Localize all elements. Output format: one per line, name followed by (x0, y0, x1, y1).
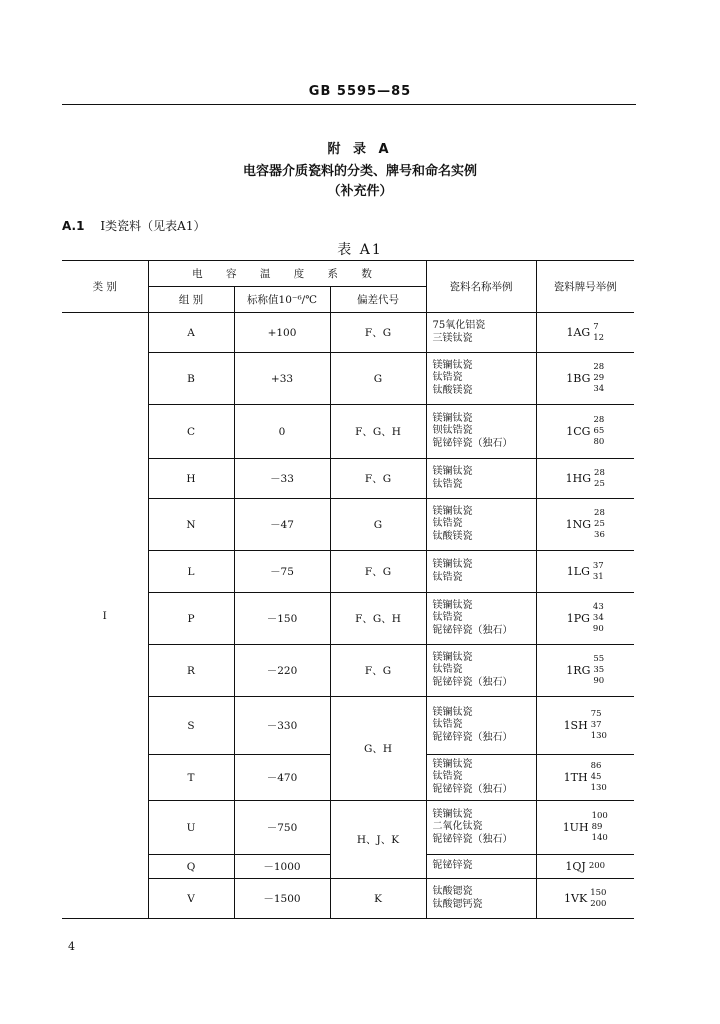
material-name: 三镁钛瓷 (432, 332, 473, 344)
code-number: 28 (594, 467, 605, 478)
nominal-cell: 0 (234, 405, 330, 459)
tolerance-cell: F、G (330, 645, 426, 697)
appendix-subtitle: 电容器介质瓷料的分类、牌号和命名实例 (242, 164, 477, 179)
nominal-cell: －75 (234, 551, 330, 593)
materials-cell (426, 499, 536, 551)
material-name: 钛酸锶瓷 (432, 886, 473, 897)
code-cell (536, 499, 634, 551)
materials-cell (426, 353, 536, 405)
table-row (62, 697, 634, 755)
header-rule (62, 104, 636, 105)
table-row (62, 801, 634, 855)
tolerance-cell: F、G (330, 313, 426, 353)
section-heading (62, 217, 205, 234)
group-cell: A (148, 313, 234, 353)
code-number: 89 (591, 822, 603, 832)
group-cell: V (148, 879, 234, 919)
appendix-note: （补充件） (327, 184, 393, 199)
code-number: 130 (590, 731, 607, 741)
material-name: 钛锆瓷 (432, 771, 463, 783)
table-row (62, 645, 634, 697)
group-cell: U (148, 801, 234, 855)
nominal-cell: －750 (234, 801, 330, 855)
header-nominal: 标称值10⁻⁶/℃ (234, 287, 330, 313)
code-number: 65 (593, 426, 605, 436)
nominal-cell: －47 (234, 499, 330, 551)
code-number: 130 (590, 783, 607, 793)
material-name: 铌铋锌瓷（独石） (432, 624, 513, 636)
table-row (62, 499, 634, 551)
table-row (62, 313, 634, 353)
material-name: 镁镧钛瓷 (432, 599, 473, 611)
material-name: 钛锆瓷 (432, 719, 463, 731)
code-cell (536, 459, 634, 499)
group-cell: Q (148, 855, 234, 879)
code-cell (536, 879, 634, 919)
code-base: 1VK (564, 892, 588, 905)
group-cell: S (148, 697, 234, 755)
material-name: 铌铋锌瓷（独石） (432, 731, 513, 743)
table-row (62, 593, 634, 645)
code-number: 25 (594, 519, 605, 529)
material-name: 镁镧钛瓷 (432, 505, 473, 517)
materials-cell (426, 313, 536, 353)
materials-cell (426, 855, 536, 879)
material-name: 镁镧钛瓷 (432, 559, 473, 570)
material-name: 镁镧钛瓷 (432, 651, 473, 663)
code-number: 28 (593, 415, 605, 425)
material-name: 钡钛锆瓷 (432, 425, 473, 437)
code-number: 43 (592, 602, 604, 612)
material-name: 钛锆瓷 (432, 478, 463, 490)
nominal-cell: －1500 (234, 879, 330, 919)
code-number: 37 (592, 560, 604, 571)
tolerance-cell: K (330, 879, 426, 919)
code-number: 55 (593, 654, 605, 664)
code-number: 35 (593, 665, 605, 675)
material-name: 铌铋锌瓷（独石） (432, 833, 513, 845)
code-number: 28 (594, 508, 605, 518)
page-number: 4 (68, 940, 75, 953)
code-number: 28 (593, 362, 605, 372)
code-cell (536, 755, 634, 801)
tolerance-cell: F、G (330, 459, 426, 499)
table-row (62, 459, 634, 499)
code-cell (536, 801, 634, 855)
materials-cell (426, 405, 536, 459)
material-name: 钛锆瓷 (432, 664, 463, 676)
code-base: 1CG (566, 425, 591, 438)
code-number: 7 (593, 321, 599, 332)
code-number: 34 (593, 384, 605, 394)
table-row (62, 551, 634, 593)
material-name: 钛酸镁瓷 (432, 384, 473, 396)
tolerance-cell: G (330, 353, 426, 405)
classification-table (62, 260, 634, 919)
code-cell (536, 353, 634, 405)
materials-cell (426, 697, 536, 755)
code-number: 200 (590, 898, 607, 909)
nominal-cell: －33 (234, 459, 330, 499)
code-number: 45 (590, 772, 602, 782)
code-number: 36 (594, 530, 605, 540)
materials-cell (426, 593, 536, 645)
code-number: 31 (592, 571, 604, 582)
code-base: 1NG (565, 518, 592, 531)
category-cell: Ⅰ (62, 313, 148, 919)
tolerance-cell: G、H (330, 697, 426, 801)
group-cell: T (148, 755, 234, 801)
code-number: 37 (590, 720, 602, 730)
code-cell (536, 697, 634, 755)
header-category: 类 别 (62, 261, 148, 313)
nominal-cell: －470 (234, 755, 330, 801)
header-codes: 瓷料牌号举例 (536, 261, 634, 313)
code-number: 86 (590, 761, 602, 771)
material-name: 钛锆瓷 (432, 612, 463, 624)
code-number: 100 (591, 811, 608, 821)
tolerance-cell: H、J、K (330, 801, 426, 879)
material-name: 钛锆瓷 (432, 518, 463, 530)
section-text: Ⅰ类瓷料（见表A1） (100, 219, 206, 233)
group-cell: B (148, 353, 234, 405)
material-name: 镁镧钛瓷 (432, 359, 473, 371)
tolerance-cell: F、G、H (330, 405, 426, 459)
appendix-title: 附 录 A (327, 142, 393, 157)
nominal-cell: －330 (234, 697, 330, 755)
material-name: 铌铋锌瓷（独石） (432, 676, 513, 688)
code-base: 1QJ (565, 860, 586, 873)
header-temp-coefficient: 电 容 温 度 系 数 (148, 261, 426, 287)
code-number: 200 (588, 861, 606, 871)
code-base: 1SH (563, 719, 588, 732)
table-row (62, 353, 634, 405)
code-cell (536, 405, 634, 459)
header-group: 组 别 (148, 287, 234, 313)
code-cell (536, 551, 634, 593)
code-base: 1BG (566, 372, 591, 385)
nominal-cell: －220 (234, 645, 330, 697)
code-base: 1RG (566, 664, 591, 677)
code-number: 140 (591, 833, 608, 843)
group-cell: L (148, 551, 234, 593)
material-name: 铌铋锌瓷 (432, 860, 473, 872)
materials-cell (426, 645, 536, 697)
code-number: 29 (593, 373, 605, 383)
material-name: 镁镧钛瓷 (432, 758, 473, 770)
material-name: 钛酸锶钙瓷 (432, 898, 483, 910)
code-number: 80 (593, 437, 605, 447)
material-name: 镁镧钛瓷 (432, 808, 473, 820)
section-number: A.1 (62, 219, 85, 233)
materials-cell (426, 551, 536, 593)
group-cell: P (148, 593, 234, 645)
nominal-cell: +100 (234, 313, 330, 353)
material-name: 铌铋锌瓷（独石） (432, 437, 513, 449)
materials-cell (426, 755, 536, 801)
material-name: 钛锆瓷 (432, 372, 463, 384)
nominal-cell: －1000 (234, 855, 330, 879)
materials-cell (426, 879, 536, 919)
material-name: 钛酸镁瓷 (432, 530, 473, 542)
code-cell (536, 593, 634, 645)
code-base: 1UH (562, 821, 589, 834)
code-number: 34 (592, 613, 604, 623)
header-tolerance: 偏差代号 (330, 287, 426, 313)
code-cell (536, 313, 634, 353)
material-name: 镁镧钛瓷 (432, 706, 473, 718)
table-row (62, 879, 634, 919)
material-name: 75氧化铝瓷 (432, 320, 486, 331)
code-cell (536, 645, 634, 697)
code-number: 12 (593, 332, 605, 343)
materials-cell (426, 801, 536, 855)
material-name: 二氧化钛瓷 (432, 821, 483, 833)
code-base: 1TH (563, 771, 588, 784)
code-number: 75 (590, 709, 602, 719)
code-base: 1LG (566, 565, 590, 578)
material-name: 镁镧钛瓷 (432, 466, 473, 477)
group-cell: H (148, 459, 234, 499)
nominal-cell: －150 (234, 593, 330, 645)
material-name: 镁镧钛瓷 (432, 412, 473, 424)
tolerance-cell: F、G、H (330, 593, 426, 645)
tolerance-cell: F、G (330, 551, 426, 593)
document-header: GB 5595—85 (308, 84, 412, 99)
material-name: 铌铋锌瓷（独石） (432, 783, 513, 795)
tolerance-cell: G (330, 499, 426, 551)
code-number: 90 (593, 676, 605, 686)
header-materials: 瓷料名称举例 (426, 261, 536, 313)
code-cell (536, 855, 634, 879)
code-base: 1PG (566, 612, 590, 625)
nominal-cell: +33 (234, 353, 330, 405)
group-cell: R (148, 645, 234, 697)
code-number: 25 (594, 478, 605, 489)
group-cell: C (148, 405, 234, 459)
table-caption: 表 A1 (337, 242, 383, 258)
table-row (62, 405, 634, 459)
code-number: 90 (592, 624, 604, 634)
code-number: 150 (590, 887, 607, 898)
material-name: 钛锆瓷 (432, 571, 463, 583)
code-base: 1AG (566, 326, 591, 339)
code-base: 1HG (565, 472, 592, 485)
group-cell: N (148, 499, 234, 551)
materials-cell (426, 459, 536, 499)
